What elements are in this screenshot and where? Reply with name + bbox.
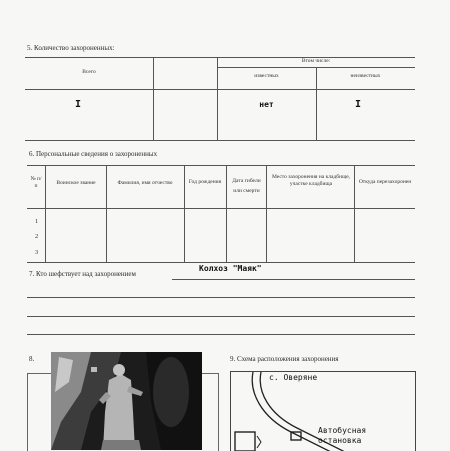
header-place: Место захоронения на кладбище, участке кладбища bbox=[271, 174, 351, 187]
blank-line-1 bbox=[27, 297, 415, 298]
blank-line-2 bbox=[27, 316, 415, 317]
bus-stop-label-1: Автобусная bbox=[318, 426, 367, 435]
section9-title: 9. Схема расположения захоронения bbox=[230, 355, 339, 363]
header-from: Откуда перезахоронен bbox=[358, 179, 412, 185]
total-value: I bbox=[74, 99, 82, 110]
row-number-3: 3 bbox=[35, 249, 39, 256]
row-number-2: 2 bbox=[35, 233, 39, 240]
header-birth: Год рождения bbox=[188, 179, 222, 185]
header-rank: Воинское звание bbox=[56, 180, 96, 186]
patron-value: Колхоз "Маяк" bbox=[199, 264, 262, 273]
patron-underline bbox=[172, 279, 415, 280]
known-value: нет bbox=[259, 100, 274, 109]
header-name: Фамилия, имя отчество bbox=[117, 180, 173, 186]
col-unknown-header: неизвестных bbox=[350, 73, 381, 79]
header-num: № п/п bbox=[30, 176, 42, 189]
section6-title: 6. Персональные сведения о захороненных bbox=[29, 150, 158, 158]
section5-title: 5. Количество захороненных: bbox=[27, 44, 115, 52]
monument-photo bbox=[51, 352, 202, 450]
section8-title: 8. bbox=[29, 355, 35, 363]
col-of-them-header: Втом числе: bbox=[301, 58, 331, 64]
blank-line-3 bbox=[27, 334, 415, 335]
section7-title: 7. Кто шефствует над захоронением bbox=[29, 270, 136, 278]
bus-stop-label-2: остановка bbox=[318, 436, 362, 445]
village-label: с. Оверяне bbox=[269, 373, 318, 382]
row-number-1: 1 bbox=[35, 218, 39, 225]
unknown-value: I bbox=[354, 99, 362, 110]
header-death: Дата гибели или смерти bbox=[232, 178, 261, 194]
col-known-header: известных bbox=[254, 73, 279, 79]
col-total-header: Всего bbox=[82, 69, 96, 75]
